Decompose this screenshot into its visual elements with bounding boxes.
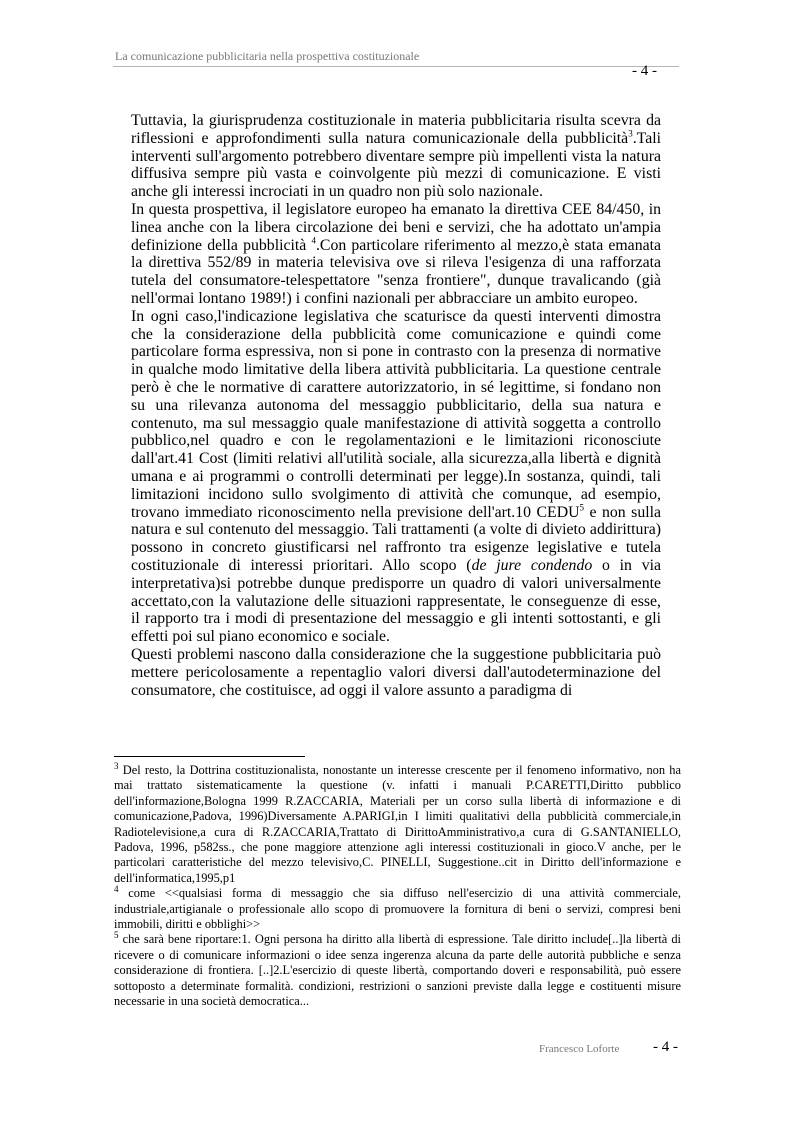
body-text — [131, 112, 661, 699]
paragraph: Tuttavia, la giurisprudenza costituzionale in materia pubblicitaria risulta scevra da riflessioni e approfondimenti sulla natura comunicazionale della pubblicità$^3$.Tali interventi sull'argomento potrebbero diventare sempre più impellenti vista la natura diffusiva sempre più vasta e coinvolgente più mezzi di comunicazione. E visti anche gli interessi incrociati in un quadro non più solo nazionale. — [131, 112, 661, 201]
footnote-rule — [114, 756, 305, 757]
footer-author: Francesco Loforte — [539, 1043, 620, 1055]
footnote: $^5$ che sarà bene riportare:1. Ogni persona ha diritto alla libertà di espressione. Tale diritto include[..]la libertà di ricevere o di comunicare informazioni o idee senza ingerenza alcuna da parte delle autorità pubbliche e senza considerazione di frontiera. [..]2.L'esercizio di queste libertà, comportando doveri e responsabilità, può essere sottoposto a determinate formalità. condizioni, restrizioni o sanzioni previste dalla legge e costituenti misure necessarie in una società democratica... — [114, 930, 681, 1009]
page-number-bottom: - 4 - — [653, 1039, 678, 1055]
footnote-ref[interactable]: 4 — [311, 235, 316, 246]
page-number-top: - 4 - — [632, 63, 657, 79]
paragraph: In questa prospettiva, il legislatore europeo ha emanato la direttiva CEE 84/450, in linea anche con la libera circolazione dei beni e servizi, che ha adottato un'ampia definizione della pubblicità $^4$.Con particolare riferimento al mezzo,è stata emanata la direttiva 552/89 in materia televisiva ove si rileva l'esigenza di una rafforzata tutela del consumatore-telespettatore "senza frontiere", dunque travalicando (già nell'ormai lontano 1989!) i confini nazionali per abbracciare un ambito europeo. — [131, 200, 661, 307]
footnote-ref[interactable]: 5 — [579, 502, 585, 513]
paragraph: In ogni caso,l'indicazione legislativa che scaturisce da questi interventi dimostra che la considerazione della pubblicità come comunicazione e quindi come particolare forma espressiva, non si pone in contrasto con la presenza di normative in qualche modo limitative della libera attività pubblicitaria. La questione centrale però è che le normative di carattere autorizzatorio, in sé legittime, si fondano non su una rilevanza autonoma del messaggio pubblicitario, della sua natura e contenuto, ma sul messaggio quale manifestazione di attività soggetta a controllo pubblico,nel quadro e con le regolamentazioni e le limitazioni riconosciute dall'art.41 Cost (limiti relativi all'utilità sociale, alla sicurezza,alla libertà e dignità umana e ai programmi o controlli determinati per legge).In sostanza, quindi, tali limitazioni incidono sullo svolgimento di attività che comunque, ad esempio, trovano immediato riconoscimento nella previsione dell'art.10 CEDU$^5$ e non sulla natura e sul contenuto del messaggio. Tali trattamenti (a volte di divieto addirittura) possono in concreto giustificarsi nel raffronto tra esigenze legislative e tutela costituzionale di interessi prioritari. Allo scopo (de jure condendo o in via interpretativa)si potrebbe dunque predisporre un quadro di valori universalmente accettato,con la valutazione delle situazioni rappresentate, le conseguenze di esse, il rapporto tra i modi di presentazione del messaggio e gli intenti sottostanti, e gli effetti poi sul piano economico e sociale. — [131, 307, 662, 646]
footnote-number: 4 — [114, 884, 119, 895]
footnote-number: 3 — [114, 760, 119, 771]
footnote: $^3$ Del resto, la Dottrina costituzionalista, nonostante un interesse crescente per il fenomeno informativo, non ha mai trattato sistematicamente la questione (v. infatti i manuali P.CARETTI,Diritto pubblico dell'informazione,Bologna 1999 R.ZACCARIA, Materiali per un corso sulla libertà di informazione e di comunicazione,Padova, 1996)Diversamente A.PARIGI,in I limiti qualitativi della pubblicità commerciale,in Radiotelevisione,a cura di R.ZACCARIA,Trattato di DirittoAmministrativo,a cura di G.SANTANIELLO, Padova, 1996, p582ss., che pone maggiore attenzione agli interessi costituzionali in gioco.V anche, per le particolari caratteristiche del mezzo televisivo,C. PINELLI, Suggestione..cit in Diritto dell'informazione e dell'informatica,1995,p1 — [114, 760, 681, 885]
footnotes — [114, 760, 681, 1010]
paragraph: Questi problemi nascono dalla considerazione che la suggestione pubblicitaria può mettere pericolosamente a repentaglio valori diversi dall'autodeterminazione del consumatore, che costituisce, ad oggi il valore assunto a paradigma di — [131, 645, 661, 699]
footnote: $^4$ come <<qualsiasi forma di messaggio che sia diffuso nell'esercizio di una attività commerciale, industriale,artigianale o professionale allo scopo di promuovere la fornitura di beni o servizi, compresi beni immobili, diritti e obblighi>> — [114, 884, 681, 932]
footnote-number: 5 — [114, 930, 119, 941]
running-header-title: La comunicazione pubblicitaria nella prospettiva costituzionale — [115, 49, 420, 63]
header-rule — [113, 66, 679, 67]
footnote-ref[interactable]: 3 — [628, 128, 633, 139]
